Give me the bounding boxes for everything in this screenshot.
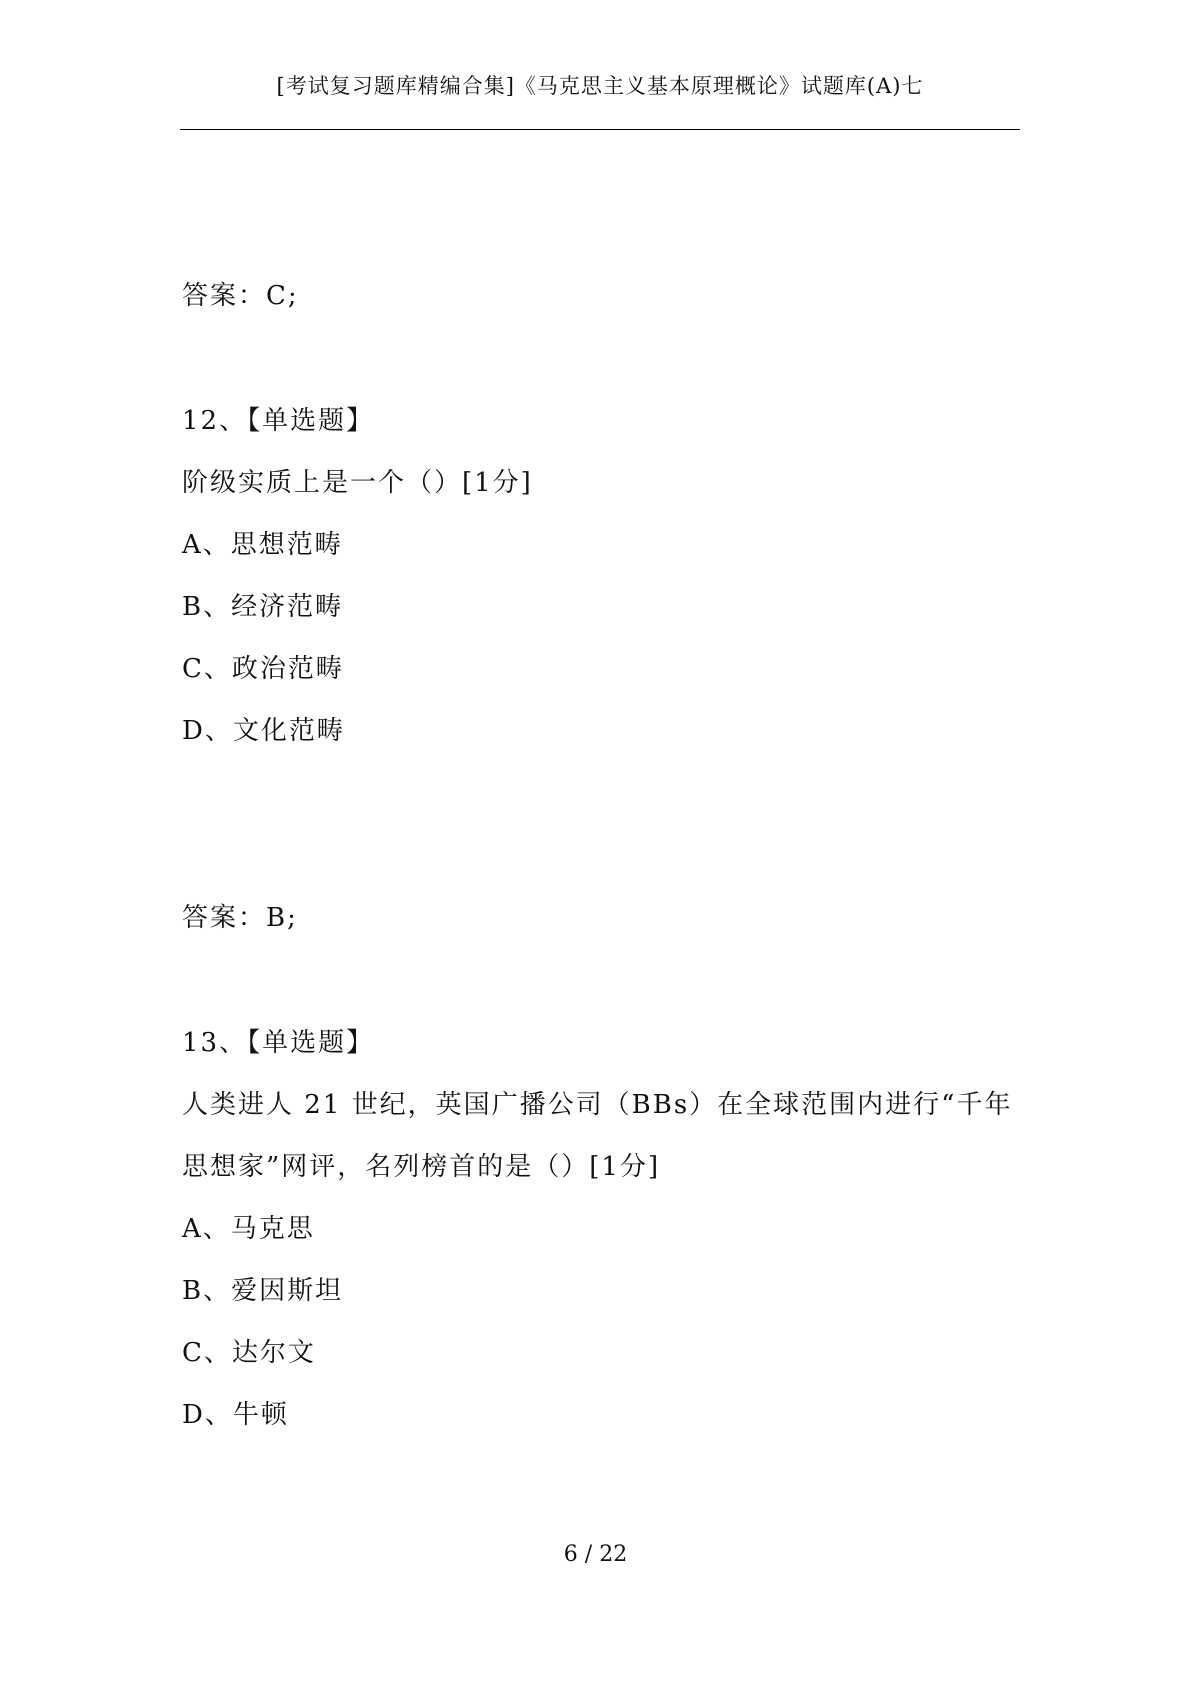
page-header-title: [考试复习题库精编合集]《马克思主义基本原理概论》试题库(A)七	[276, 74, 924, 98]
question-13-stem-line-1: 人类进人 21 世纪，英国广播公司（BBs）在全球范围内进行“千年	[182, 1090, 1013, 1120]
question-13-option-b: B、爱因斯坦	[182, 1276, 344, 1306]
question-13-option-c: C、达尔文	[182, 1338, 316, 1368]
header-divider	[180, 129, 1020, 130]
question-12-stem: 阶级实质上是一个（）[1分]	[182, 468, 533, 498]
question-13-stem-line-2: 思想家”网评，名列榜首的是（）[1分]	[182, 1152, 661, 1182]
question-12-number: 12、【单选题】	[182, 406, 375, 436]
question-12-option-d: D、文化范畴	[182, 716, 345, 746]
question-12-option-b: B、经济范畴	[182, 592, 344, 622]
previous-answer: 答案：C;	[182, 281, 299, 311]
page-number: 6 / 22	[563, 1542, 628, 1567]
question-13-option-d: D、牛顿	[182, 1400, 289, 1430]
question-12-answer: 答案：B;	[182, 903, 298, 933]
question-12-option-a: A、思想范畴	[182, 530, 343, 560]
question-12-option-c: C、政治范畴	[182, 654, 344, 684]
question-13-option-a: A、马克思	[182, 1214, 315, 1244]
question-13-number: 13、【单选题】	[182, 1028, 375, 1058]
